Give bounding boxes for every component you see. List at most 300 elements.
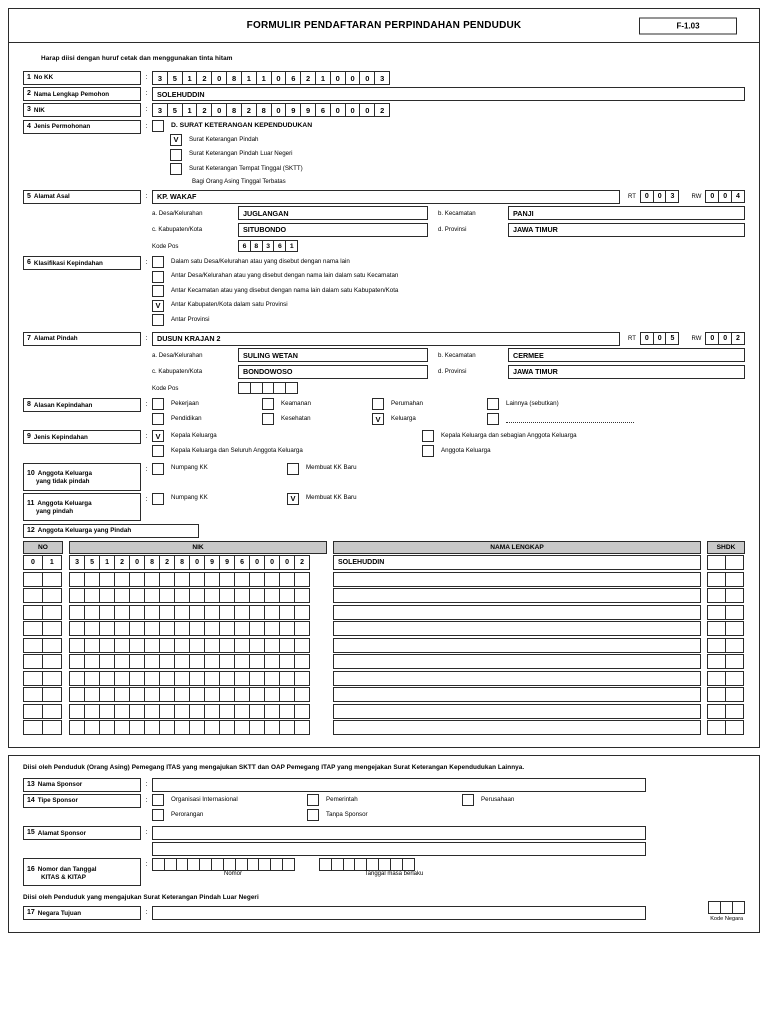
no-digit-cell[interactable] — [23, 654, 43, 669]
no-digit-cell[interactable] — [42, 720, 62, 735]
nik-digit-cell[interactable] — [189, 671, 205, 686]
nik-digit-cell[interactable] — [84, 588, 100, 603]
nik-digit-cell[interactable] — [189, 687, 205, 702]
nik-digit-cell[interactable] — [159, 588, 175, 603]
nik-digit-cell[interactable] — [159, 720, 175, 735]
nik-digit-cell[interactable] — [129, 572, 145, 587]
nik-digit-cell[interactable] — [129, 605, 145, 620]
table-cell-nama[interactable] — [333, 654, 701, 669]
nik-digit-cell[interactable] — [264, 605, 280, 620]
shdk-digit-cell[interactable] — [707, 555, 726, 570]
no-kk-cell[interactable]: 3 — [374, 71, 390, 85]
no-digit-cell[interactable] — [42, 654, 62, 669]
nik-digit-cell[interactable] — [99, 671, 115, 686]
checkbox-tipe-sponsor-1[interactable] — [307, 794, 319, 806]
table-cell-shdk[interactable] — [707, 687, 745, 702]
alasan-dotted-line[interactable] — [506, 416, 634, 423]
no-kk-cell[interactable]: 1 — [256, 71, 272, 85]
nik-digit-cell[interactable] — [279, 605, 295, 620]
nik-digit-cell[interactable] — [84, 704, 100, 719]
no-kk-cell[interactable]: 1 — [182, 71, 198, 85]
table-cell-nik[interactable] — [69, 704, 327, 719]
nik-digit-cell[interactable] — [279, 687, 295, 702]
nik-digit-cell[interactable] — [264, 687, 280, 702]
shdk-digit-cell[interactable] — [707, 605, 726, 620]
nik-digit-cell[interactable] — [294, 704, 310, 719]
nik-digit-cell[interactable] — [174, 572, 190, 587]
no-digit-cell[interactable]: 0 — [23, 555, 43, 570]
nik-digit-cell[interactable] — [234, 671, 250, 686]
nik-digit-cell[interactable] — [114, 638, 130, 653]
alamat-pindah-provinsi-input[interactable]: JAWA TIMUR — [508, 365, 745, 379]
nik-digit-cell[interactable] — [234, 572, 250, 587]
nik-digit-cell[interactable] — [114, 720, 130, 735]
nik-digit-cell[interactable] — [129, 654, 145, 669]
nik-digit-cell[interactable] — [249, 654, 265, 669]
table-cell-no[interactable] — [23, 671, 63, 686]
nik-digit-cell[interactable] — [84, 638, 100, 653]
checkbox-jenis-kepindahan-0[interactable]: V — [152, 430, 164, 442]
nik-digit-cell[interactable] — [219, 654, 235, 669]
nik-digit-cell[interactable] — [174, 621, 190, 636]
checkbox-anggota-tidak-pindah-1[interactable] — [287, 463, 299, 475]
table-cell-no[interactable] — [23, 588, 63, 603]
nama-pemohon-input[interactable]: SOLEHUDDIN — [152, 87, 745, 101]
nik-cell[interactable]: 9 — [285, 103, 301, 117]
table-cell-nik[interactable] — [69, 588, 327, 603]
shdk-digit-cell[interactable] — [725, 572, 744, 587]
nik-digit-cell[interactable] — [174, 588, 190, 603]
alamat-asal-rw-input[interactable] — [705, 190, 745, 203]
nik-digit-cell[interactable] — [69, 704, 85, 719]
table-cell-no[interactable] — [23, 621, 63, 636]
no-digit-cell[interactable] — [23, 588, 43, 603]
nik-cell[interactable]: 5 — [167, 103, 183, 117]
nik-digit-cell[interactable] — [234, 605, 250, 620]
nik-input[interactable] — [152, 103, 390, 117]
checkbox-tipe-sponsor-0[interactable] — [152, 794, 164, 806]
checkbox-alasan-7[interactable] — [487, 413, 499, 425]
nik-digit-cell[interactable] — [144, 671, 160, 686]
nik-digit-cell[interactable]: 2 — [294, 555, 310, 570]
nik-digit-cell[interactable] — [144, 654, 160, 669]
table-cell-shdk[interactable] — [707, 605, 745, 620]
alamat-asal-kodepos-cell[interactable]: 6 — [273, 240, 286, 253]
checkbox-alasan-1[interactable] — [262, 398, 274, 410]
alamat-pindah-kecamatan-input[interactable]: CERMEE — [508, 348, 745, 362]
checkbox-surat-keterangan-kependudukan[interactable] — [152, 120, 164, 132]
checkbox-tipe-sponsor-2[interactable] — [462, 794, 474, 806]
nik-cell[interactable]: 2 — [241, 103, 257, 117]
shdk-digit-cell[interactable] — [707, 572, 726, 587]
table-cell-nama[interactable]: SOLEHUDDIN — [333, 555, 701, 570]
nik-digit-cell[interactable] — [114, 572, 130, 587]
checkbox-alasan-2[interactable] — [372, 398, 384, 410]
nik-cell[interactable]: 0 — [211, 103, 227, 117]
alamat-pindah-kodepos-cell[interactable] — [285, 382, 298, 395]
table-cell-shdk[interactable] — [707, 638, 745, 653]
alamat-sponsor-input-line2[interactable] — [152, 842, 646, 856]
nik-digit-cell[interactable] — [84, 654, 100, 669]
checkbox-anggota-pindah-0[interactable] — [152, 493, 164, 505]
no-kk-input[interactable] — [152, 71, 390, 85]
shdk-digit-cell[interactable] — [707, 638, 726, 653]
checkbox-klasifikasi-1[interactable] — [152, 271, 164, 283]
alamat-pindah-rw-cell[interactable]: 0 — [718, 332, 732, 345]
alamat-asal-rt-cell[interactable]: 0 — [640, 190, 654, 203]
table-cell-nik[interactable] — [69, 687, 327, 702]
alamat-asal-kodepos-cell[interactable]: 3 — [262, 240, 275, 253]
nik-digit-cell[interactable] — [84, 720, 100, 735]
no-digit-cell[interactable] — [42, 704, 62, 719]
kode-negara-cell[interactable] — [732, 901, 745, 914]
alamat-pindah-rw-cell[interactable]: 0 — [705, 332, 719, 345]
negara-tujuan-input[interactable] — [152, 906, 646, 920]
table-cell-no[interactable] — [23, 638, 63, 653]
table-cell-shdk[interactable] — [707, 555, 745, 570]
nik-digit-cell[interactable] — [84, 572, 100, 587]
nik-digit-cell[interactable] — [249, 638, 265, 653]
table-cell-shdk[interactable] — [707, 572, 745, 587]
alamat-pindah-rt-input[interactable] — [640, 332, 680, 345]
nik-digit-cell[interactable] — [114, 687, 130, 702]
checkbox-jenis-kepindahan-3[interactable] — [422, 445, 434, 457]
checkbox-jenis-permohonan-1[interactable] — [170, 149, 182, 161]
nik-digit-cell[interactable] — [84, 671, 100, 686]
nik-digit-cell[interactable] — [279, 588, 295, 603]
table-cell-shdk[interactable] — [707, 654, 745, 669]
no-digit-cell[interactable] — [23, 605, 43, 620]
no-digit-cell[interactable] — [42, 671, 62, 686]
nik-digit-cell[interactable] — [174, 638, 190, 653]
nik-digit-cell[interactable] — [234, 704, 250, 719]
alamat-asal-kodepos-input[interactable] — [238, 240, 298, 253]
no-kk-cell[interactable]: 1 — [315, 71, 331, 85]
nik-cell[interactable]: 8 — [226, 103, 242, 117]
nik-digit-cell[interactable] — [234, 654, 250, 669]
nik-digit-cell[interactable] — [204, 671, 220, 686]
table-cell-nik[interactable] — [69, 555, 327, 570]
alamat-asal-rt-cell[interactable]: 0 — [653, 190, 667, 203]
nik-digit-cell[interactable]: 3 — [69, 555, 85, 570]
nik-digit-cell[interactable] — [69, 621, 85, 636]
nik-digit-cell[interactable] — [84, 605, 100, 620]
shdk-digit-cell[interactable] — [707, 687, 726, 702]
nik-digit-cell[interactable] — [159, 572, 175, 587]
nik-digit-cell[interactable] — [144, 720, 160, 735]
no-kk-cell[interactable]: 0 — [359, 71, 375, 85]
table-cell-nik[interactable] — [69, 638, 327, 653]
alamat-asal-rw-cell[interactable]: 0 — [718, 190, 732, 203]
nik-digit-cell[interactable] — [249, 704, 265, 719]
nik-digit-cell[interactable] — [264, 588, 280, 603]
nik-cell[interactable]: 6 — [315, 103, 331, 117]
nik-digit-cell[interactable] — [189, 720, 205, 735]
nik-digit-cell[interactable] — [294, 671, 310, 686]
nik-digit-cell[interactable] — [189, 621, 205, 636]
alamat-pindah-kabupaten-input[interactable]: BONDOWOSO — [238, 365, 428, 379]
alamat-asal-kecamatan-input[interactable]: PANJI — [508, 206, 745, 220]
nik-digit-cell[interactable] — [159, 638, 175, 653]
nik-cell[interactable]: 2 — [196, 103, 212, 117]
no-kk-cell[interactable]: 0 — [345, 71, 361, 85]
nik-digit-cell[interactable] — [189, 704, 205, 719]
kitas-tanggal-cell[interactable] — [402, 858, 415, 871]
nik-digit-cell[interactable] — [234, 687, 250, 702]
nik-digit-cell[interactable] — [294, 654, 310, 669]
nik-digit-cell[interactable] — [279, 621, 295, 636]
table-cell-shdk[interactable] — [707, 720, 745, 735]
nik-digit-cell[interactable] — [129, 671, 145, 686]
nik-digit-cell[interactable] — [174, 704, 190, 719]
nik-digit-cell[interactable] — [189, 572, 205, 587]
nik-digit-cell[interactable] — [129, 621, 145, 636]
nik-digit-cell[interactable] — [249, 572, 265, 587]
nik-cell[interactable]: 0 — [271, 103, 287, 117]
nik-digit-cell[interactable] — [219, 621, 235, 636]
nik-digit-cell[interactable] — [249, 687, 265, 702]
nik-digit-cell[interactable] — [114, 704, 130, 719]
no-kk-cell[interactable]: 0 — [330, 71, 346, 85]
table-cell-nik[interactable] — [69, 654, 327, 669]
shdk-digit-cell[interactable] — [725, 671, 744, 686]
shdk-digit-cell[interactable] — [707, 671, 726, 686]
nik-digit-cell[interactable] — [159, 654, 175, 669]
nik-digit-cell[interactable] — [99, 704, 115, 719]
checkbox-anggota-pindah-1[interactable]: V — [287, 493, 299, 505]
nik-digit-cell[interactable] — [69, 687, 85, 702]
nik-digit-cell[interactable] — [234, 621, 250, 636]
nik-digit-cell[interactable] — [144, 621, 160, 636]
nik-digit-cell[interactable]: 0 — [129, 555, 145, 570]
checkbox-jenis-permohonan-2[interactable] — [170, 163, 182, 175]
alamat-asal-desa-input[interactable]: JUGLANGAN — [238, 206, 428, 220]
nik-digit-cell[interactable] — [99, 621, 115, 636]
nik-digit-cell[interactable] — [99, 638, 115, 653]
no-digit-cell[interactable] — [23, 572, 43, 587]
nik-digit-cell[interactable] — [129, 704, 145, 719]
shdk-digit-cell[interactable] — [707, 654, 726, 669]
nik-digit-cell[interactable] — [144, 687, 160, 702]
no-kk-cell[interactable]: 3 — [152, 71, 168, 85]
nik-digit-cell[interactable] — [69, 638, 85, 653]
checkbox-jenis-kepindahan-1[interactable] — [422, 430, 434, 442]
nik-digit-cell[interactable] — [279, 720, 295, 735]
kitas-tanggal-input[interactable] — [319, 858, 415, 871]
nik-digit-cell[interactable] — [144, 588, 160, 603]
no-kk-cell[interactable]: 0 — [271, 71, 287, 85]
nik-digit-cell[interactable] — [99, 588, 115, 603]
nik-digit-cell[interactable] — [204, 588, 220, 603]
nik-digit-cell[interactable] — [159, 621, 175, 636]
checkbox-alasan-0[interactable] — [152, 398, 164, 410]
nik-digit-cell[interactable] — [234, 638, 250, 653]
table-cell-no[interactable] — [23, 687, 63, 702]
nik-digit-cell[interactable] — [174, 720, 190, 735]
nik-digit-cell[interactable] — [219, 638, 235, 653]
table-cell-shdk[interactable] — [707, 588, 745, 603]
nik-digit-cell[interactable] — [219, 704, 235, 719]
nik-digit-cell[interactable]: 9 — [219, 555, 235, 570]
shdk-digit-cell[interactable] — [725, 720, 744, 735]
table-cell-nama[interactable] — [333, 687, 701, 702]
checkbox-tipe-sponsor-4[interactable] — [307, 809, 319, 821]
nik-digit-cell[interactable] — [114, 671, 130, 686]
alamat-asal-rt-cell[interactable]: 3 — [665, 190, 679, 203]
no-kk-cell[interactable]: 8 — [226, 71, 242, 85]
nik-digit-cell[interactable] — [129, 588, 145, 603]
nik-digit-cell[interactable] — [249, 720, 265, 735]
table-cell-nama[interactable] — [333, 572, 701, 587]
nik-digit-cell[interactable] — [264, 704, 280, 719]
kitas-nomor-input[interactable] — [152, 858, 295, 871]
shdk-digit-cell[interactable] — [707, 704, 726, 719]
no-digit-cell[interactable] — [42, 687, 62, 702]
checkbox-alasan-4[interactable] — [152, 413, 164, 425]
nik-cell[interactable]: 2 — [374, 103, 390, 117]
table-cell-nama[interactable] — [333, 621, 701, 636]
table-cell-no[interactable] — [23, 605, 63, 620]
nik-digit-cell[interactable] — [204, 605, 220, 620]
nik-digit-cell[interactable]: 0 — [249, 555, 265, 570]
nik-digit-cell[interactable] — [69, 572, 85, 587]
nik-digit-cell[interactable] — [114, 605, 130, 620]
nik-digit-cell[interactable] — [174, 687, 190, 702]
no-kk-cell[interactable]: 2 — [300, 71, 316, 85]
nik-digit-cell[interactable] — [279, 572, 295, 587]
alamat-asal-kodepos-cell[interactable]: 8 — [250, 240, 263, 253]
nik-digit-cell[interactable] — [69, 671, 85, 686]
shdk-digit-cell[interactable] — [725, 704, 744, 719]
nik-digit-cell[interactable] — [69, 720, 85, 735]
nik-digit-cell[interactable] — [114, 654, 130, 669]
nik-cell[interactable]: 0 — [330, 103, 346, 117]
kode-negara-input[interactable] — [708, 901, 745, 914]
nik-digit-cell[interactable] — [294, 638, 310, 653]
no-digit-cell[interactable] — [23, 638, 43, 653]
shdk-digit-cell[interactable] — [725, 555, 744, 570]
table-cell-no[interactable] — [23, 555, 63, 570]
nik-digit-cell[interactable] — [294, 621, 310, 636]
no-kk-cell[interactable]: 2 — [196, 71, 212, 85]
shdk-digit-cell[interactable] — [725, 654, 744, 669]
alamat-pindah-rt-cell[interactable]: 0 — [653, 332, 667, 345]
nik-digit-cell[interactable] — [174, 671, 190, 686]
nama-sponsor-input[interactable] — [152, 778, 646, 792]
table-cell-shdk[interactable] — [707, 704, 745, 719]
no-digit-cell[interactable] — [23, 621, 43, 636]
no-digit-cell[interactable] — [42, 572, 62, 587]
no-digit-cell[interactable] — [23, 704, 43, 719]
table-cell-shdk[interactable] — [707, 621, 745, 636]
checkbox-klasifikasi-4[interactable] — [152, 314, 164, 326]
alamat-asal-rw-cell[interactable]: 4 — [731, 190, 745, 203]
table-cell-no[interactable] — [23, 654, 63, 669]
nik-digit-cell[interactable] — [84, 687, 100, 702]
alamat-asal-rt-input[interactable] — [640, 190, 680, 203]
nik-digit-cell[interactable] — [264, 720, 280, 735]
shdk-digit-cell[interactable] — [725, 605, 744, 620]
nik-digit-cell[interactable] — [204, 704, 220, 719]
nik-digit-cell[interactable] — [69, 588, 85, 603]
nik-digit-cell[interactable] — [249, 621, 265, 636]
checkbox-alasan-5[interactable] — [262, 413, 274, 425]
nik-digit-cell[interactable] — [159, 605, 175, 620]
table-cell-nama[interactable] — [333, 638, 701, 653]
nik-digit-cell[interactable] — [174, 605, 190, 620]
table-cell-no[interactable] — [23, 704, 63, 719]
nik-cell[interactable]: 9 — [300, 103, 316, 117]
alamat-pindah-input[interactable]: DUSUN KRAJAN 2 — [152, 332, 620, 346]
nik-digit-cell[interactable] — [219, 687, 235, 702]
nik-digit-cell[interactable] — [99, 720, 115, 735]
table-cell-shdk[interactable] — [707, 671, 745, 686]
shdk-digit-cell[interactable] — [725, 638, 744, 653]
nik-digit-cell[interactable] — [69, 654, 85, 669]
nik-digit-cell[interactable]: 0 — [279, 555, 295, 570]
nik-digit-cell[interactable] — [189, 588, 205, 603]
no-digit-cell[interactable] — [23, 687, 43, 702]
nik-digit-cell[interactable] — [159, 704, 175, 719]
checkbox-jenis-kepindahan-2[interactable] — [152, 445, 164, 457]
nik-digit-cell[interactable] — [114, 588, 130, 603]
nik-digit-cell[interactable] — [264, 671, 280, 686]
no-kk-cell[interactable]: 5 — [167, 71, 183, 85]
alamat-asal-kodepos-cell[interactable]: 1 — [285, 240, 298, 253]
alamat-pindah-rt-cell[interactable]: 5 — [665, 332, 679, 345]
nik-digit-cell[interactable] — [99, 687, 115, 702]
nik-digit-cell[interactable] — [219, 671, 235, 686]
no-kk-cell[interactable]: 0 — [211, 71, 227, 85]
no-kk-cell[interactable]: 6 — [285, 71, 301, 85]
nik-cell[interactable]: 8 — [256, 103, 272, 117]
nik-digit-cell[interactable] — [279, 704, 295, 719]
checkbox-tipe-sponsor-3[interactable] — [152, 809, 164, 821]
alamat-sponsor-input-line1[interactable] — [152, 826, 646, 840]
table-cell-nama[interactable] — [333, 605, 701, 620]
no-digit-cell[interactable]: 1 — [42, 555, 62, 570]
alamat-asal-kodepos-cell[interactable]: 6 — [238, 240, 251, 253]
nik-digit-cell[interactable] — [279, 654, 295, 669]
nik-digit-cell[interactable] — [264, 621, 280, 636]
nik-digit-cell[interactable] — [249, 671, 265, 686]
nik-digit-cell[interactable] — [279, 671, 295, 686]
nik-digit-cell[interactable] — [99, 605, 115, 620]
nik-digit-cell[interactable] — [204, 654, 220, 669]
nik-digit-cell[interactable] — [204, 572, 220, 587]
nik-digit-cell[interactable] — [114, 621, 130, 636]
alamat-asal-provinsi-input[interactable]: JAWA TIMUR — [508, 223, 745, 237]
table-cell-no[interactable] — [23, 572, 63, 587]
checkbox-klasifikasi-0[interactable] — [152, 256, 164, 268]
table-cell-nama[interactable] — [333, 720, 701, 735]
nik-digit-cell[interactable] — [129, 687, 145, 702]
shdk-digit-cell[interactable] — [725, 588, 744, 603]
checkbox-alasan-3[interactable] — [487, 398, 499, 410]
table-cell-nik[interactable] — [69, 720, 327, 735]
table-cell-nik[interactable] — [69, 572, 327, 587]
nik-digit-cell[interactable] — [189, 605, 205, 620]
nik-digit-cell[interactable] — [99, 572, 115, 587]
nik-digit-cell[interactable] — [159, 687, 175, 702]
nik-digit-cell[interactable] — [234, 720, 250, 735]
nik-digit-cell[interactable] — [249, 605, 265, 620]
alamat-pindah-rw-input[interactable] — [705, 332, 745, 345]
nik-digit-cell[interactable] — [129, 720, 145, 735]
nik-digit-cell[interactable]: 2 — [159, 555, 175, 570]
nik-digit-cell[interactable] — [219, 605, 235, 620]
no-digit-cell[interactable] — [42, 588, 62, 603]
